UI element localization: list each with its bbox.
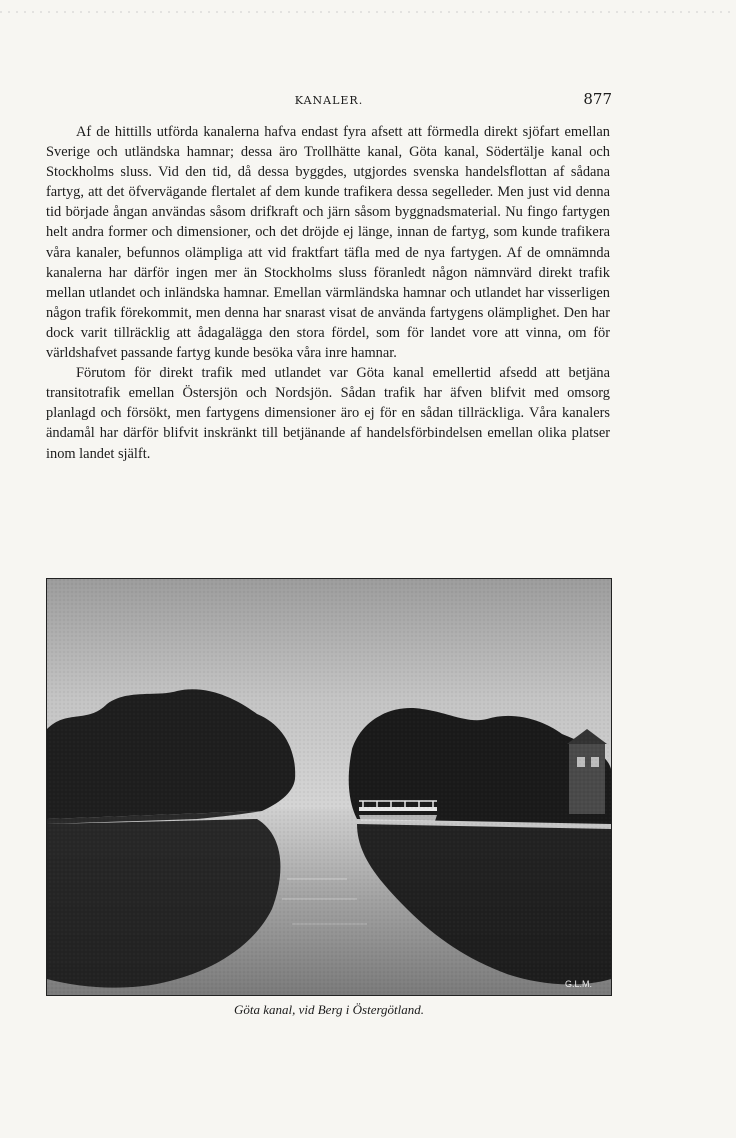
running-head bbox=[46, 90, 612, 110]
canal-photograph bbox=[46, 578, 612, 996]
body-text bbox=[46, 122, 610, 464]
page-number: 877 bbox=[583, 90, 612, 108]
canal-photo-illustration bbox=[47, 579, 611, 995]
scan-edge-marks bbox=[0, 8, 736, 16]
paragraph-2: Förutom för direkt trafik med utlandet var Göta kanal emellertid afsedd att betjäna transitotrafik emellan Östersjön och Nordsjön. Sådan trafik har äfven blifvit med omsorg planlagd och försökt, men fartygens dimensioner äro ej för en sådan tillräckliga. Våra kanalers ändamål har därför blifvit inskränkt till betjänande af handelsförbindelsen emellan olika platser inom landet själft. bbox=[46, 365, 610, 462]
figure-caption: Göta kanal, vid Berg i Östergötland. bbox=[233, 1002, 425, 1017]
running-head-title: KANALER. bbox=[294, 94, 364, 107]
photo-signature: G.L.M. bbox=[565, 979, 593, 989]
paragraph-1: Af de hittills utförda kanalerna hafva endast fyra afsett att förmedla direkt sjöfart emellan Sverige och utländska hamnar; dessa äro Trollhätte kanal, Göta kanal, Södertälje kanal och Stockholms sluss. Vid den tid, då dessa byggdes, utgjordes svenska handelsflottan af sådana fartyg, att det öfvervägande flertalet af dem kunde trafikera dessa segelleder. Men just vid denna tid började ångan användas såsom drifkraft och järn såsom byggnadsmaterial. Nu fingo fartygen helt andra former och dimensioner, och det dröjde ej länge, innan de fartyg, som kunde trafikera våra kanaler, befunnos olämpliga att vid fraktfart täfla med de nya fartygen. Af de omnämnda kanalerna har därför ingen mer än Stockholms sluss föranledt någon nämnvärd direkt trafik mellan utlandet och inländska hamnar. Emellan värmländska hamnar och utlandet har visserligen någon trafik förekommit, men denna har snarast visat de använda fartygens olämplighet. Den har dock varit tillräcklig att ådagalägga den stora fördel, som för landet vore att vinna, om för världshafvet passande fartyg kunde besöka våra inre hamnar. bbox=[46, 124, 610, 362]
